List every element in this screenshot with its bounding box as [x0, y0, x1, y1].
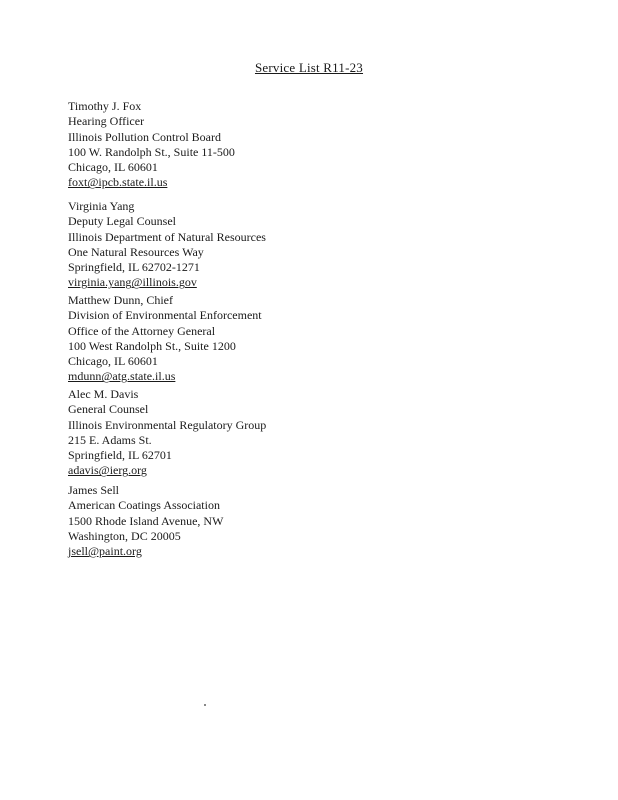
contact-name: James Sell: [68, 483, 119, 497]
contact-street-address: 100 West Randolph St., Suite 1200: [68, 338, 236, 353]
contact-city-state-zip: Springfield, IL 62701: [68, 448, 172, 463]
contact-email-link[interactable]: jsell@paint.org: [68, 544, 142, 559]
service-list-entry: [68, 483, 223, 559]
contact-title: Hearing Officer: [68, 114, 145, 129]
contact-organization: Illinois Department of Natural Resources: [68, 229, 266, 244]
service-list-entry: [68, 99, 235, 191]
contact-email-link[interactable]: mdunn@atg.state.il.us: [68, 369, 176, 384]
contact-name: Matthew Dunn, Chief: [68, 293, 173, 307]
contact-title: Deputy Legal Counsel: [68, 214, 176, 229]
contact-organization: American Coatings Association: [68, 498, 220, 513]
scan-speck: [204, 704, 206, 706]
service-list-entry: [68, 199, 266, 291]
contact-email-link[interactable]: foxt@ipcb.state.il.us: [68, 175, 168, 190]
contact-city-state-zip: Washington, DC 20005: [68, 528, 181, 543]
contact-street-address: One Natural Resources Way: [68, 244, 204, 259]
contact-city-state-zip: Chicago, IL 60601: [68, 354, 158, 369]
contact-email-link[interactable]: virginia.yang@illinois.gov: [68, 275, 197, 290]
contact-organization: Illinois Environmental Regulatory Group: [68, 417, 267, 432]
contact-email-link[interactable]: adavis@ierg.org: [68, 463, 147, 478]
document-title: Service List R11-23: [254, 60, 364, 75]
contact-street-address: 215 E. Adams St.: [68, 432, 152, 447]
service-list-entry: [68, 293, 262, 385]
contact-name: Timothy J. Fox: [68, 99, 142, 113]
service-list-entry: [68, 387, 266, 479]
contact-organization: Illinois Pollution Control Board: [68, 129, 222, 144]
contact-city-state-zip: Springfield, IL 62702-1271: [68, 260, 200, 275]
contact-name: Alec M. Davis: [68, 387, 139, 401]
contact-street-address: 100 W. Randolph St., Suite 11-500: [68, 144, 235, 159]
contact-name: Virginia Yang: [68, 199, 135, 213]
contact-title: General Counsel: [68, 402, 149, 417]
contact-organization: Division of Environmental Enforcement: [68, 308, 262, 323]
contact-street-address: 1500 Rhode Island Avenue, NW: [68, 513, 224, 528]
contact-city-state-zip: Chicago, IL 60601: [68, 160, 158, 175]
contact-organization: Office of the Attorney General: [68, 323, 216, 338]
